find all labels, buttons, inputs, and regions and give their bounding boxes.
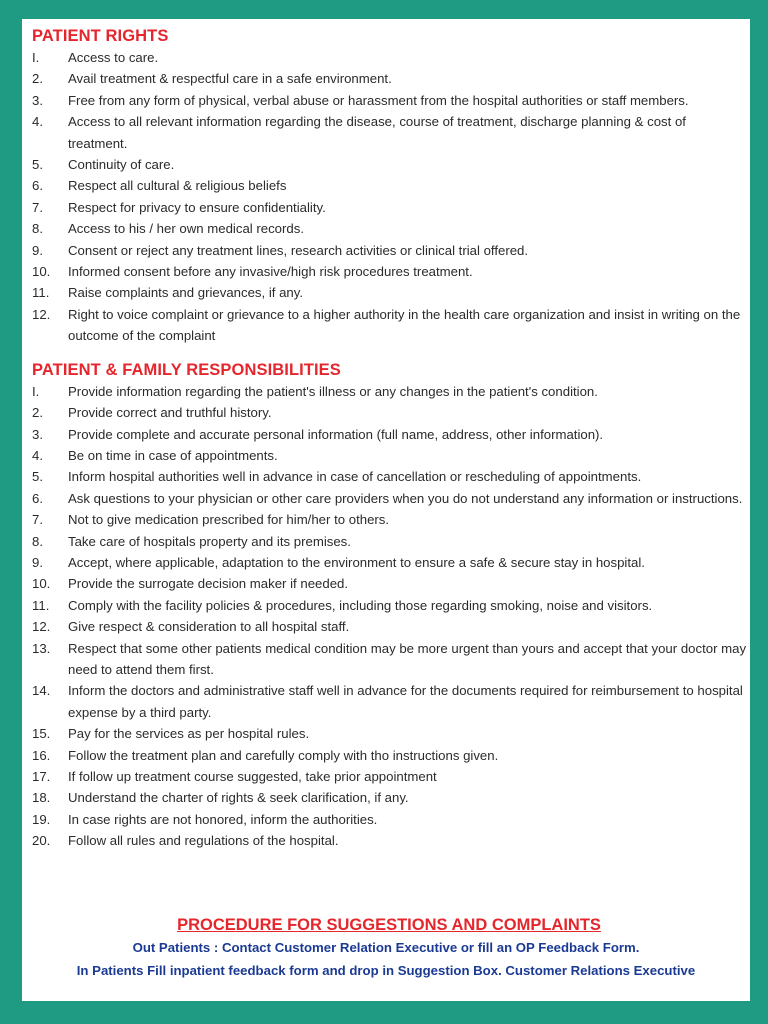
list-item — [32, 90, 748, 111]
item-number: 7. — [32, 199, 43, 215]
item-text: Respect that some other patients medical condition may be more urgent than yours and accept that your doctor may need to attend them first. — [68, 640, 747, 677]
list-item — [32, 466, 748, 487]
patient-rights-list — [32, 47, 748, 347]
item-text: Provide complete and accurate personal information (full name, address, other information). — [68, 426, 604, 442]
list-item — [32, 809, 748, 830]
list-item — [32, 47, 748, 68]
list-item — [32, 154, 748, 175]
item-text: Inform the doctors and administrative staff well in advance for the documents required for reimbursement to hospital expense by a third party. — [68, 683, 743, 720]
item-number: 9. — [32, 554, 43, 570]
item-text: Right to voice complaint or grievance to a higher authority in the health care organization and insist in writing on the outcome of the complaint — [68, 306, 741, 344]
item-text: Understand the charter of rights & seek clarification, if any. — [68, 790, 409, 806]
list-item — [32, 304, 748, 347]
item-number: 10. — [32, 264, 51, 280]
item-text: Be on time in case of appointments. — [68, 447, 278, 463]
list-item — [32, 573, 748, 594]
list-item — [32, 509, 748, 530]
item-number: 2. — [32, 405, 43, 421]
list-item — [32, 723, 748, 744]
item-number: 19. — [32, 811, 51, 827]
list-item — [32, 402, 748, 423]
list-item — [32, 175, 748, 196]
item-text: Access to his / her own medical records. — [68, 221, 305, 237]
list-item — [32, 240, 748, 261]
item-text: Continuity of care. — [68, 157, 175, 173]
list-item — [32, 531, 748, 552]
item-number: I. — [32, 50, 40, 65]
item-number: 2. — [32, 71, 43, 87]
list-item — [32, 424, 748, 445]
list-item — [32, 197, 748, 218]
list-item — [32, 680, 748, 723]
item-number: 12. — [32, 306, 51, 322]
item-text: Respect for privacy to ensure confidentiality. — [68, 199, 326, 215]
procedure-section — [22, 914, 750, 982]
item-number: 8. — [32, 221, 43, 237]
procedure-heading: PROCEDURE FOR SUGGESTIONS AND COMPLAINTS — [177, 916, 601, 934]
list-item — [32, 830, 748, 851]
item-number: 4. — [32, 447, 43, 463]
list-item — [32, 745, 748, 766]
responsibilities-list — [32, 381, 748, 852]
item-number: 14. — [32, 683, 51, 699]
list-item — [32, 381, 748, 402]
list-item — [32, 787, 748, 808]
item-text: Avail treatment & respectful care in a safe environment. — [68, 71, 392, 87]
item-text: Provide the surrogate decision maker if needed. — [68, 576, 349, 592]
item-text: Accept, where applicable, adaptation to the environment to ensure a safe & secure stay in hospital. — [68, 554, 645, 570]
out-patients-instruction: Out Patients : Contact Customer Relation Executive or fill an OP Feedback Form. — [132, 940, 640, 955]
item-number: 16. — [32, 747, 51, 763]
item-number: 12. — [32, 619, 51, 635]
item-text: Raise complaints and grievances, if any. — [68, 285, 304, 301]
list-item — [32, 552, 748, 573]
document-content — [32, 25, 748, 852]
item-number: 5. — [32, 157, 43, 173]
item-number: 3. — [32, 426, 43, 442]
item-text: Ask questions to your physician or other care providers when you do not understand any information or instructions. — [68, 490, 743, 506]
list-item — [32, 595, 748, 616]
item-number: 6. — [32, 490, 43, 506]
list-item — [32, 616, 748, 637]
item-text: In case rights are not honored, inform the authorities. — [68, 811, 378, 827]
item-text: Free from any form of physical, verbal abuse or harassment from the hospital authorities or staff members. — [68, 92, 689, 108]
item-number: 10. — [32, 576, 51, 592]
list-item — [32, 68, 748, 89]
list-item — [32, 261, 748, 282]
list-item — [32, 766, 748, 787]
item-text: Take care of hospitals property and its premises. — [68, 533, 351, 549]
item-number: 13. — [32, 640, 51, 656]
in-patients-instruction: In Patients Fill inpatient feedback form and drop in Suggestion Box. Customer Relations Executive — [76, 963, 696, 978]
item-text: Informed consent before any invasive/high risk procedures treatment. — [68, 264, 473, 280]
patient-rights-heading: PATIENT RIGHTS — [32, 27, 169, 45]
item-text: If follow up treatment course suggested, take prior appointment — [68, 769, 437, 784]
item-text: Pay for the services as per hospital rules. — [68, 726, 310, 742]
item-number: 4. — [32, 114, 43, 130]
list-item — [32, 445, 748, 466]
list-item — [32, 488, 748, 509]
item-number: I. — [32, 383, 40, 399]
item-number: 8. — [32, 533, 43, 549]
list-item — [32, 282, 748, 303]
item-text: Comply with the facility policies & procedures, including those regarding smoking, noise and visitors. — [68, 597, 653, 613]
item-number: 3. — [32, 92, 43, 108]
item-number: 11. — [32, 285, 50, 301]
item-number: 15. — [32, 726, 51, 742]
list-item — [32, 111, 748, 154]
item-number: 18. — [32, 790, 51, 806]
item-text: Consent or reject any treatment lines, research activities or clinical trial offered. — [68, 242, 529, 258]
document-page — [22, 19, 750, 1001]
item-number: 9. — [32, 242, 43, 258]
item-text: Follow the treatment plan and carefully comply with tho instructions given. — [68, 747, 499, 763]
item-text: Provide correct and truthful history. — [68, 405, 272, 421]
item-text: Provide information regarding the patient's illness or any changes in the patient's condition. — [68, 383, 598, 399]
item-text: Respect all cultural & religious beliefs — [68, 178, 287, 194]
item-number: 6. — [32, 178, 43, 194]
item-text: Follow all rules and regulations of the hospital. — [68, 833, 339, 849]
item-number: 7. — [32, 512, 43, 528]
item-number: 20. — [32, 833, 51, 849]
item-text: Give respect & consideration to all hospital staff. — [68, 619, 350, 635]
item-text: Not to give medication prescribed for him/her to others. — [68, 512, 390, 528]
item-text: Inform hospital authorities well in advance in case of cancellation or rescheduling of appointments. — [68, 469, 642, 485]
item-text: Access to care. — [68, 50, 159, 65]
item-number: 11. — [32, 597, 50, 613]
list-item — [32, 218, 748, 239]
item-number: 17. — [32, 769, 51, 784]
responsibilities-heading: PATIENT & FAMILY RESPONSIBILITIES — [32, 360, 341, 379]
list-item — [32, 638, 748, 681]
item-number: 5. — [32, 469, 43, 485]
item-text: Access to all relevant information regarding the disease, course of treatment, discharge planning & cost of treatment. — [68, 114, 686, 151]
